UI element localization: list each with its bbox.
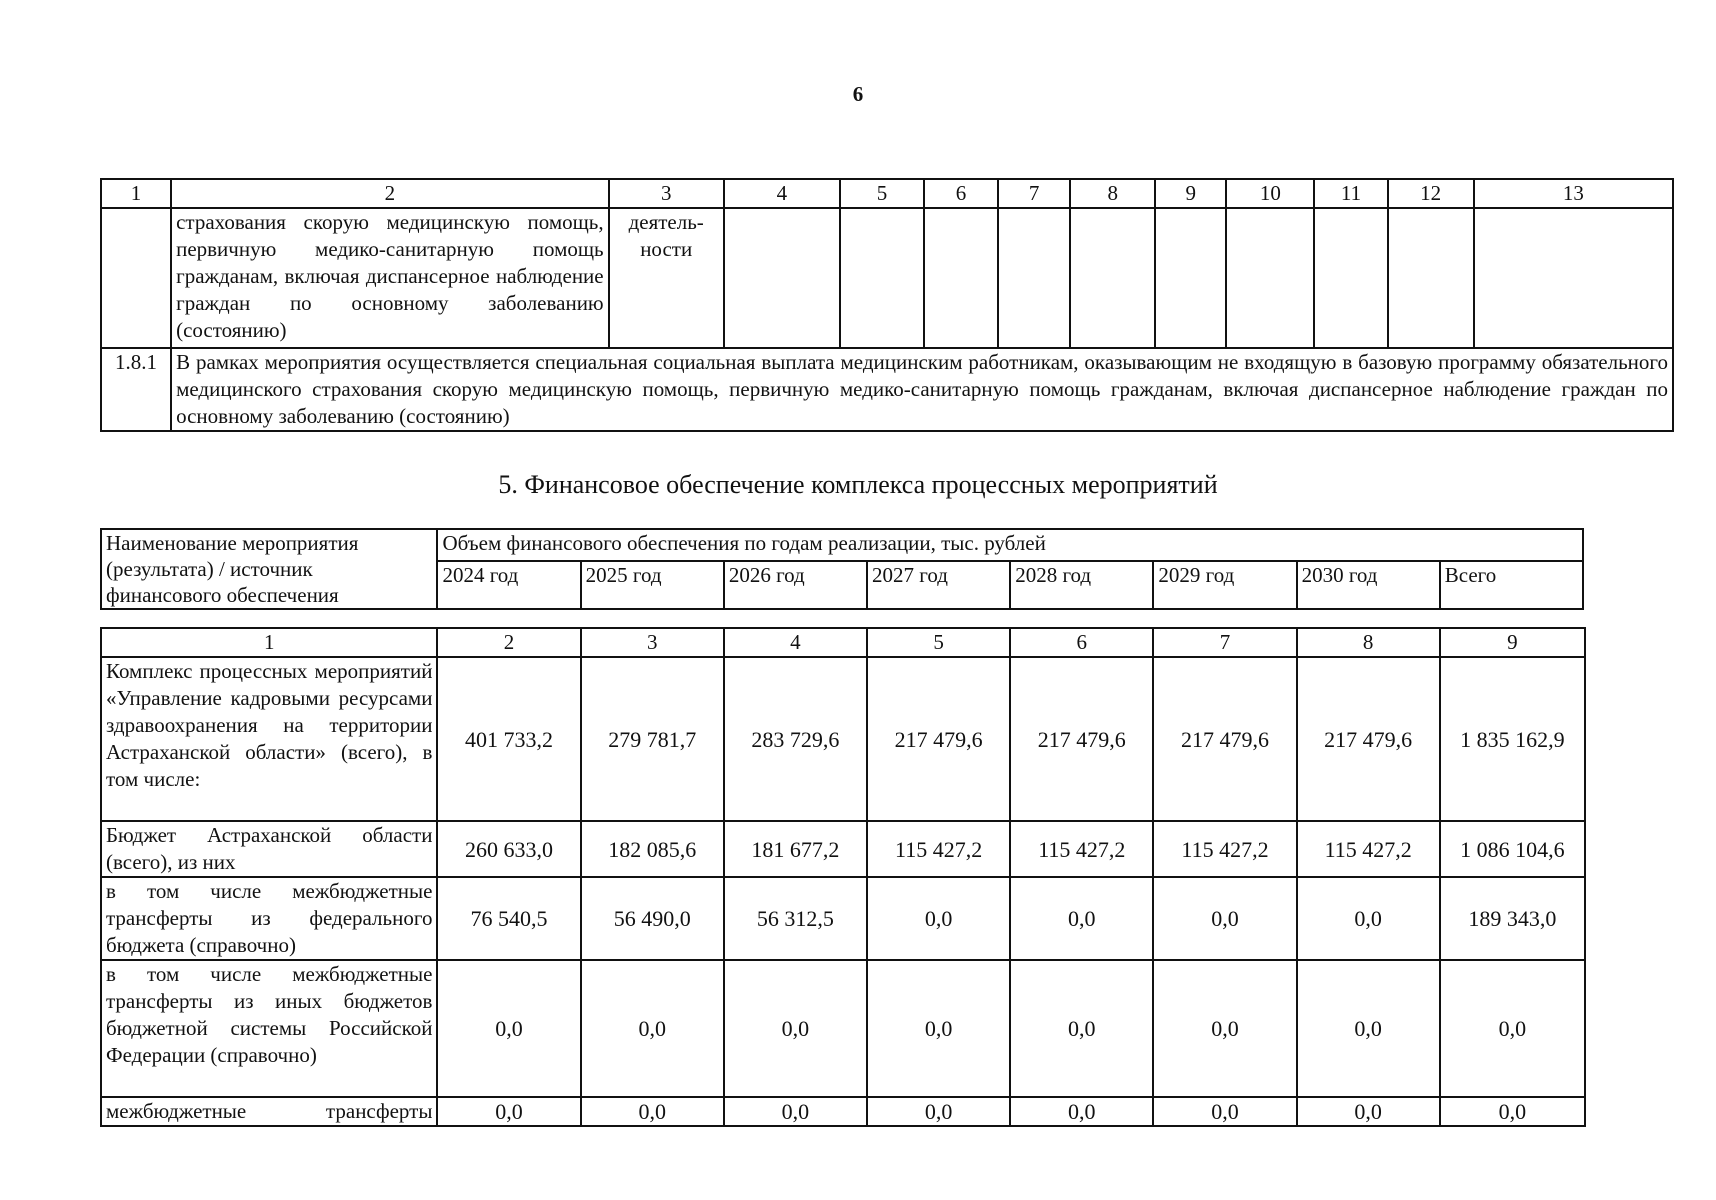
row-name: в том числе межбюджетные трансферты из иных бюджетов бюджетной системы Российской Федерации (справочно)	[101, 960, 437, 1097]
value-cell: 0,0	[867, 1097, 1010, 1126]
measures-column-numbers	[101, 179, 1673, 208]
empty-cell	[840, 208, 924, 348]
measure-type: деятель-ности	[609, 208, 724, 348]
year-header: 2025 год	[581, 561, 724, 609]
row-name: Бюджет Астраханской области (всего), из них	[101, 821, 437, 877]
column-number: 13	[1474, 179, 1673, 208]
value-cell: 182 085,6	[581, 821, 724, 877]
column-number: 4	[724, 628, 867, 657]
finance-header-table	[100, 528, 1584, 610]
finance-column-numbers	[101, 628, 1585, 657]
value-cell: 115 427,2	[1153, 821, 1296, 877]
row-name: межбюджетные трансферты	[101, 1097, 437, 1126]
value-cell: 0,0	[581, 1097, 724, 1126]
finance-table	[100, 627, 1586, 1127]
empty-cell	[998, 208, 1070, 348]
column-number: 2	[437, 628, 580, 657]
value-cell: 0,0	[1153, 960, 1296, 1097]
table-row	[101, 821, 1585, 877]
page-number: 6	[852, 82, 864, 106]
column-number: 9	[1155, 179, 1226, 208]
value-cell: 401 733,2	[437, 657, 580, 821]
value-cell: 0,0	[1297, 960, 1440, 1097]
empty-cell	[1226, 208, 1314, 348]
column-number: 6	[924, 179, 998, 208]
total-header: Всего	[1440, 561, 1583, 609]
measure-number	[101, 208, 171, 348]
year-header: 2030 год	[1297, 561, 1440, 609]
note-number: 1.8.1	[101, 348, 171, 431]
column-number: 12	[1388, 179, 1474, 208]
table-row	[101, 877, 1585, 960]
year-header: 2029 год	[1153, 561, 1296, 609]
column-number: 7	[1153, 628, 1296, 657]
column-number: 8	[1070, 179, 1155, 208]
column-number: 3	[609, 179, 724, 208]
column-number: 6	[1010, 628, 1153, 657]
value-cell: 0,0	[437, 960, 580, 1097]
value-cell: 217 479,6	[1297, 657, 1440, 821]
value-cell: 0,0	[724, 1097, 867, 1126]
year-header: 2024 год	[437, 561, 580, 609]
column-number: 4	[724, 179, 840, 208]
row-name: Комплекс процессных мероприятий «Управление кадровыми ресурсами здравоохранения на территории Астраханской области» (всего), в том числе:	[101, 657, 437, 821]
year-header: 2026 год	[724, 561, 867, 609]
year-header: 2027 год	[867, 561, 1010, 609]
column-number: 5	[840, 179, 924, 208]
row-name: в том числе межбюджетные трансферты из федерального бюджета (справочно)	[101, 877, 437, 960]
value-cell: 0,0	[1297, 1097, 1440, 1126]
value-cell: 115 427,2	[867, 821, 1010, 877]
column-number: 10	[1226, 179, 1314, 208]
year-header: 2028 год	[1010, 561, 1153, 609]
total-cell: 0,0	[1440, 960, 1585, 1097]
value-cell: 0,0	[437, 1097, 580, 1126]
value-cell: 181 677,2	[724, 821, 867, 877]
volume-header: Объем финансового обеспечения по годам реализации, тыс. рублей	[437, 529, 1583, 561]
value-cell: 0,0	[1153, 877, 1296, 960]
measures-continued-row	[101, 208, 1673, 348]
total-cell: 0,0	[1440, 1097, 1585, 1126]
value-cell: 279 781,7	[581, 657, 724, 821]
total-cell: 189 343,0	[1440, 877, 1585, 960]
value-cell: 260 633,0	[437, 821, 580, 877]
value-cell: 217 479,6	[1010, 657, 1153, 821]
table-row	[101, 1097, 1585, 1126]
value-cell: 0,0	[867, 877, 1010, 960]
table-row	[101, 960, 1585, 1097]
column-number: 1	[101, 628, 437, 657]
value-cell: 0,0	[867, 960, 1010, 1097]
measure-description: страхования скорую медицинскую помощь, первичную медико-санитарную помощь гражданам, включая диспансерное наблюдение граждан по основному заболеванию (состоянию)	[171, 208, 609, 348]
column-number: 7	[998, 179, 1070, 208]
total-cell: 1 835 162,9	[1440, 657, 1585, 821]
value-cell: 0,0	[1010, 877, 1153, 960]
value-cell: 56 312,5	[724, 877, 867, 960]
name-header: Наименование мероприятия (результата) / источник финансового обеспечения	[101, 529, 437, 609]
empty-cell	[1155, 208, 1226, 348]
column-number: 8	[1297, 628, 1440, 657]
column-number: 9	[1440, 628, 1585, 657]
column-number: 3	[581, 628, 724, 657]
table-row	[101, 657, 1585, 821]
value-cell: 56 490,0	[581, 877, 724, 960]
column-number: 11	[1314, 179, 1387, 208]
value-cell: 115 427,2	[1010, 821, 1153, 877]
value-cell: 217 479,6	[1153, 657, 1296, 821]
empty-cell	[1388, 208, 1474, 348]
empty-cell	[1314, 208, 1387, 348]
column-number: 2	[171, 179, 609, 208]
empty-cell	[1070, 208, 1155, 348]
empty-cell	[924, 208, 998, 348]
empty-cell	[1474, 208, 1673, 348]
value-cell: 0,0	[581, 960, 724, 1097]
empty-cell	[724, 208, 840, 348]
column-number: 5	[867, 628, 1010, 657]
value-cell: 0,0	[1297, 877, 1440, 960]
value-cell: 76 540,5	[437, 877, 580, 960]
note-text: В рамках мероприятия осуществляется специальная социальная выплата медицинским работникам, оказывающим не входящую в базовую программу обязательного медицинского страхования скорую медицинскую помощь, первичную медико-санитарную помощь гражданам, включая диспансерное наблюдение граждан по основному заболеванию (состоянию)	[171, 348, 1673, 431]
value-cell: 0,0	[1010, 960, 1153, 1097]
value-cell: 115 427,2	[1297, 821, 1440, 877]
value-cell: 0,0	[1010, 1097, 1153, 1126]
measures-note-row	[101, 348, 1673, 431]
total-cell: 1 086 104,6	[1440, 821, 1585, 877]
value-cell: 0,0	[724, 960, 867, 1097]
value-cell: 283 729,6	[724, 657, 867, 821]
value-cell: 0,0	[1153, 1097, 1296, 1126]
value-cell: 217 479,6	[867, 657, 1010, 821]
column-number: 1	[101, 179, 171, 208]
section-title: 5. Финансовое обеспечение комплекса процессных мероприятий	[498, 470, 1218, 499]
measures-table	[100, 178, 1674, 432]
